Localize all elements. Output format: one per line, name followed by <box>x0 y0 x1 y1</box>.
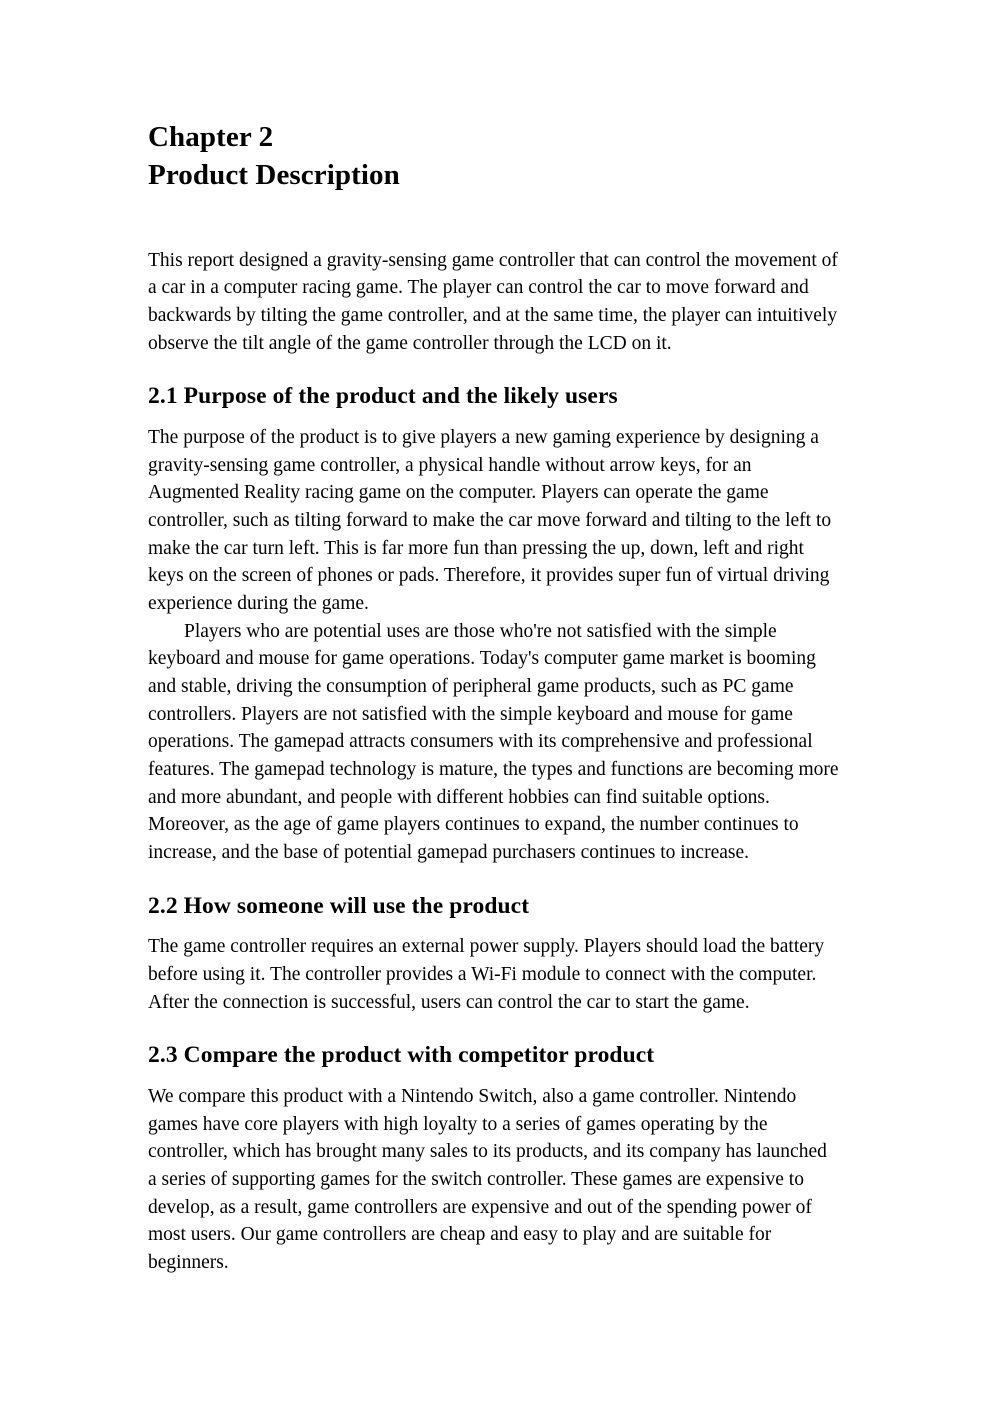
section-2-1-paragraph-2: Players who are potential uses are those who're not satisfied with the simple keyboard and mouse for game operations. Today's computer game market is booming and stable, driving the consumption of peripheral game products, such as PC game controllers. Players are not satisfied with the simple keyboard and mouse for game operations. The gamepad attracts consumers with its comprehensive and professional features. The gamepad technology is mature, the types and functions are becoming more and more abundant, and people with different hobbies can find suitable options. Moreover, as the age of game players continues to expand, the number continues to increase, and the base of potential gamepad purchasers continues to increase. <box>148 620 839 864</box>
chapter-title-block <box>148 118 840 195</box>
intro-paragraph: This report designed a gravity-sensing game controller that can control the movement of a car in a computer racing game. The player can control the car to move forward and backwards by tilting the game controller, and at the same time, the player can intuitively observe the tilt angle of the game controller through the LCD on it. <box>148 249 838 354</box>
section-2-1-paragraph-1: The purpose of the product is to give players a new gaming experience by designing a gravity-sensing game controller, a physical handle without arrow keys, for an Augmented Reality racing game on the computer. Players can operate the game controller, such as tilting forward to make the car move forward and tilting to the left to make the car turn left. This is far more fun than pressing the up, down, left and right keys on the screen of phones or pads. Therefore, it provides super fun of virtual driving experience during the game. <box>148 426 832 614</box>
page-title: Product Description <box>148 159 400 192</box>
section-heading-2-3: 2.3 Compare the product with competitor product <box>148 1042 655 1069</box>
chapter-label: Chapter 2 <box>148 121 274 153</box>
section-heading-2-1: 2.1 Purpose of the product and the likely users <box>148 383 618 410</box>
section-heading-2-2: 2.2 How someone will use the product <box>148 892 530 919</box>
section-2-3-paragraph-1: We compare this product with a Nintendo Switch, also a game controller. Nintendo games have core players with high loyalty to a series of games operating by the controller, which has brought many sales to its products, and its company has launched a series of supporting games for the switch controller. These games are expensive to develop, as a result, game controllers are expensive and out of the spending power of most users. Our game controllers are cheap and easy to play and are suitable for beginners. <box>148 1085 827 1274</box>
section-2-2-paragraph-1: The game controller requires an external power supply. Players should load the battery before using it. The controller provides a Wi-Fi module to connect with the computer. After the connection is successful, users can control the car to start the game. <box>148 936 825 1013</box>
